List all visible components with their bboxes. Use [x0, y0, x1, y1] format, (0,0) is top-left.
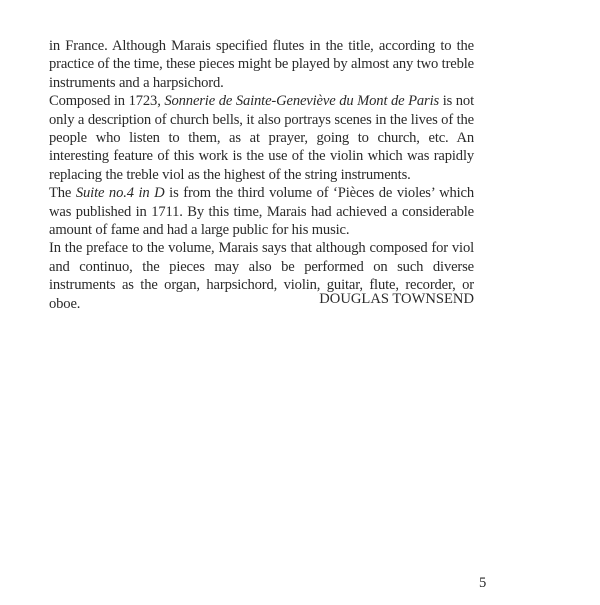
- paragraph-2: [49, 92, 474, 184]
- paragraph-3-body: is from the third volume of ‘Pièces de violes’ which was published in 1711. By this time, Marais had achieved a considerable amount of fame and had a large public for his music.: [49, 185, 474, 239]
- paragraph-1: [49, 37, 474, 92]
- paragraph-2-body: is not only a description of church bells, it also portrays scenes in the lives of the people who listen to them, as at prayer, going to church, etc. An interesting feature of this work is the use of the violin which was rapidly replacing the treble viol as the highest of the string instruments.: [49, 93, 474, 183]
- author-signature: DOUGLAS TOWNSEND: [319, 291, 474, 307]
- page-number: 5: [479, 575, 487, 591]
- paragraph-1-text: in France. Although Marais specified flutes in the title, according to the practice of the time, these pieces might be played by almost any two treble instruments and a harpsichord.: [49, 38, 474, 91]
- work-title-sonnerie: Sonnerie de Sainte-Geneviève du Mont de Paris: [164, 93, 440, 110]
- body-text: [49, 37, 474, 313]
- work-title-suite: Suite no.4 in D: [75, 185, 165, 202]
- paragraph-2-intro: Composed in 1723,: [49, 93, 165, 110]
- paragraph-3: [49, 184, 474, 239]
- paragraph-3-intro: The: [49, 185, 76, 202]
- paragraph-4-text: In the preface to the volume, Marais says that although composed for viol and continuo, the pieces may also be performed on such diverse instruments as the organ, harpsichord, violin, guitar, flute, recorder, or oboe.: [49, 240, 474, 312]
